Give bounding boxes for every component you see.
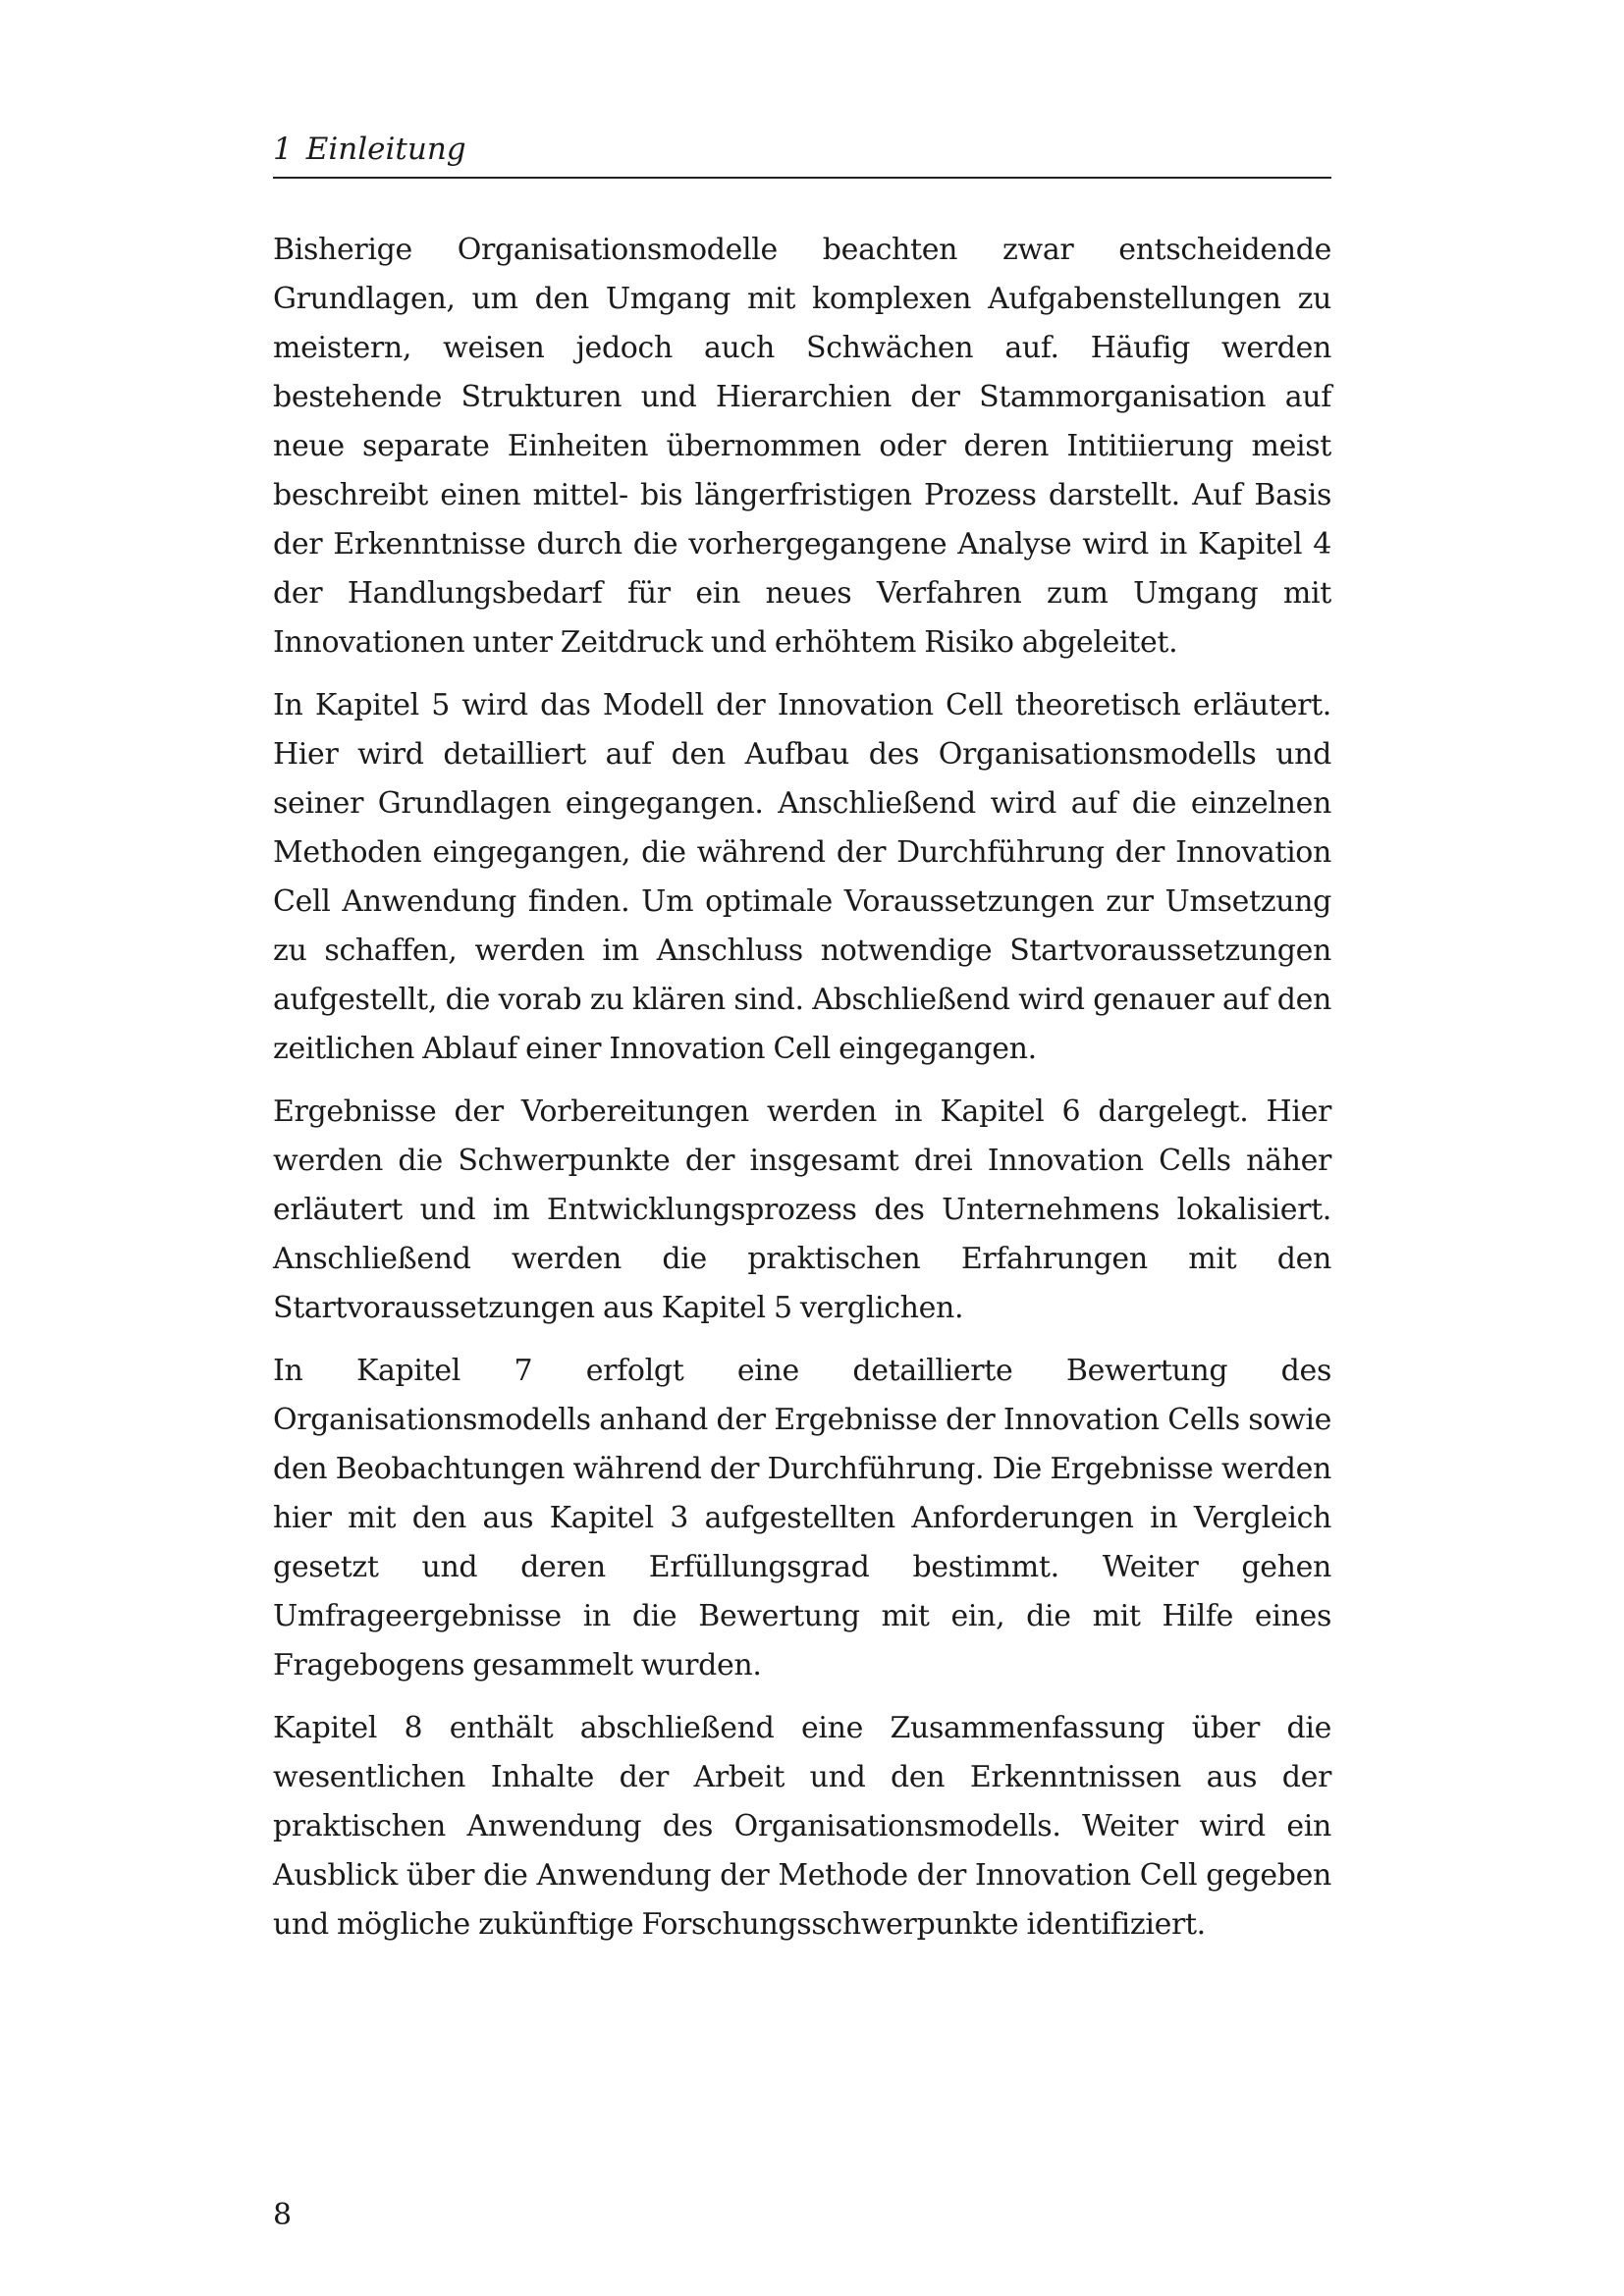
paragraph-3: Ergebnisse der Vorbereitungen werden in Kapitel 6 dargelegt. Hier werden die Schwerpunkte der insgesamt drei Innovation Cells näher erläutert und im Entwicklungsprozess des Unternehmens lokalisiert. Anschließend werden die praktischen Erfahrungen mit den Startvoraussetzungen aus Kapitel 5 verglichen. xyxy=(273,1095,1331,1325)
running-header xyxy=(273,130,1331,179)
body-text xyxy=(273,226,1331,1963)
chapter-number: 1 xyxy=(273,132,293,167)
paragraph-4: In Kapitel 7 erfolgt eine detaillierte Bewertung des Organisationsmodells anhand der Ergebnisse der Innovation Cells sowie den Beobachtungen während der Durchführung. Die Ergebnisse werden hier mit den aus Kapitel 3 aufgestellten Anforderungen in Vergleich gesetzt und deren Erfüllungsgrad bestimmt. Weiter gehen Umfrageergebnisse in die Bewertung mit ein, die mit Hilfe eines Fragebogens gesammelt wurden. xyxy=(273,1354,1331,1682)
paragraph-1: Bisherige Organisationsmodelle beachten zwar entscheidende Grundlagen, um den Umgang mit komplexen Aufgabenstellungen zu meistern, weisen jedoch auch Schwächen auf. Häufig werden bestehende Strukturen und Hierarchien der Stammorganisation auf neue separate Einheiten übernommen oder deren Intitiierung meist beschreibt einen mittel- bis längerfristigen Prozess darstellt. Auf Basis der Erkenntnisse durch die vorhergegangene Analyse wird in Kapitel 4 der Handlungsbedarf für ein neues Verfahren zum Umgang mit Innovationen unter Zeitdruck und erhöhtem Risiko abgeleitet. xyxy=(273,233,1331,660)
chapter-title: Einleitung xyxy=(305,132,466,167)
paragraph-2: In Kapitel 5 wird das Modell der Innovation Cell theoretisch erläutert. Hier wird detailliert auf den Aufbau des Organisationsmodells und seiner Grundlagen eingegangen. Anschließend wird auf die einzelnen Methoden eingegangen, die während der Durchführung der Innovation Cell Anwendung finden. Um optimale Voraussetzungen zur Umsetzung zu schaffen, werden im Anschluss notwendige Startvoraussetzungen aufgestellt, die vorab zu klären sind. Abschließend wird genauer auf den zeitlichen Ablauf einer Innovation Cell eingegangen. xyxy=(273,688,1331,1066)
paragraph-5: Kapitel 8 enthält abschließend eine Zusammenfassung über die wesentlichen Inhalte der Arbeit und den Erkenntnissen aus der praktischen Anwendung des Organisationsmodells. Weiter wird ein Ausblick über die Anwendung der Methode der Innovation Cell gegeben und mögliche zukünftige Forschungsschwerpunkte identifiziert. xyxy=(273,1711,1331,1942)
page-number: 8 xyxy=(273,2198,293,2232)
